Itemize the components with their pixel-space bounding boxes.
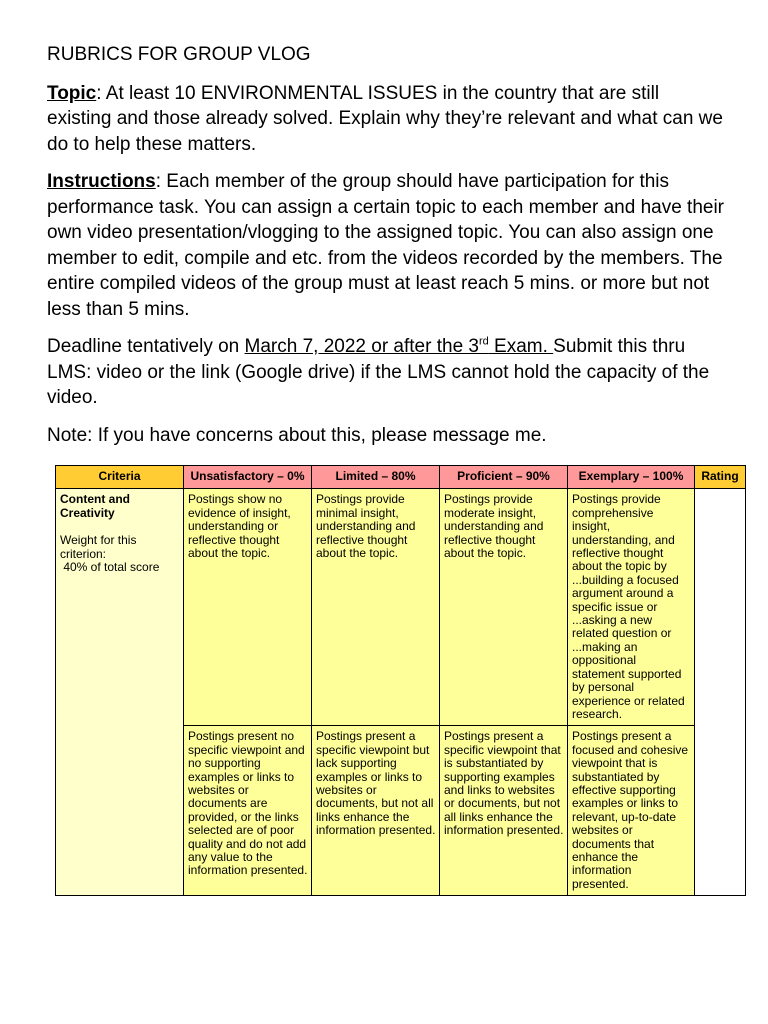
instructions-text: : Each member of the group should have participation for this performance task. You can assign a certain topic to each member and have their own video presentation/vlogging to the assigned topic. You can also assign one member to edit, compile and etc. from the videos recorded by the members. The entire compiled videos of the group must at least reach 5 mins. or more but not less than 5 mins. [47,171,725,320]
row2-proficient-cell: Postings present a specific viewpoint that is substantiated by supporting examples and links to websites or documents, but not all links enhance the information presented. [440,726,568,896]
topic-text: : At least 10 ENVIRONMENTAL ISSUES in the country that are still existing and those already solved. Explain why they’re relevant and what can we do to help these matters. [47,82,723,155]
note-paragraph: Note: If you have concerns about this, please message me. [47,424,547,446]
row1-unsatisfactory-cell: Postings show no evidence of insight, understanding or reflective thought about the topic. [184,489,312,726]
rubric-header-row [56,466,746,489]
criterion-name: Content and Creativity [60,492,130,520]
rubric-table [55,465,746,896]
criterion-weight-label: Weight for this criterion: [60,533,137,561]
table-row [56,489,746,726]
header-criteria: Criteria [56,466,184,489]
row2-limited-cell: Postings present a specific viewpoint but lack supporting examples or links to websites or documents, but not all links enhance the information presented. [312,726,440,896]
document-body [47,42,727,460]
header-unsatisfactory: Unsatisfactory – 0% [184,466,312,489]
header-proficient: Proficient – 90% [440,466,568,489]
row2-exemplary-cell: Postings present a focused and cohesive viewpoint that is substantiated by effective supporting examples or links to relevant, up-to-date websites or documents that enhance the information presented. [568,726,695,896]
instructions-label: Instructions [47,171,156,192]
document-title: RUBRICS FOR GROUP VLOG [47,44,311,65]
instructions-paragraph [47,169,727,322]
row2-unsatisfactory-cell: Postings present no specific viewpoint and no supporting examples or links to websites or documents are provided, or the links selected are of poor quality and do not add any value to the information presented. [184,726,312,896]
deadline-date-part2: Exam. [488,336,554,357]
criterion-weight-value: 40% of total score [60,560,160,575]
row1-exemplary-cell: Postings provide comprehensive insight, understanding, and reflective thought about the topic by ...building a focused argument around a specific issue or ...asking a new related question or ...making an oppositional statement supported by personal experience or related research. [568,489,695,726]
rating-cell [695,489,746,896]
row1-proficient-cell: Postings provide moderate insight, understanding and reflective thought about the topic. [440,489,568,726]
deadline-paragraph [47,334,727,411]
deadline-prefix: Deadline tentatively on [47,336,245,357]
deadline-date-part1: March 7, 2022 or after the 3 [244,336,479,357]
header-exemplary: Exemplary – 100% [568,466,695,489]
row1-limited-cell: Postings provide minimal insight, understanding and reflective thought about the topic. [312,489,440,726]
header-rating: Rating [695,466,746,489]
criterion-cell [56,489,184,896]
header-limited: Limited – 80% [312,466,440,489]
topic-paragraph [47,81,727,158]
deadline-date [245,336,554,357]
deadline-suffix: Submit this thru LMS: video or the link (Google drive) if the LMS cannot hold the capacity of the video. [47,336,710,408]
topic-label: Topic [47,82,97,104]
deadline-date-superscript: rd [478,335,489,348]
